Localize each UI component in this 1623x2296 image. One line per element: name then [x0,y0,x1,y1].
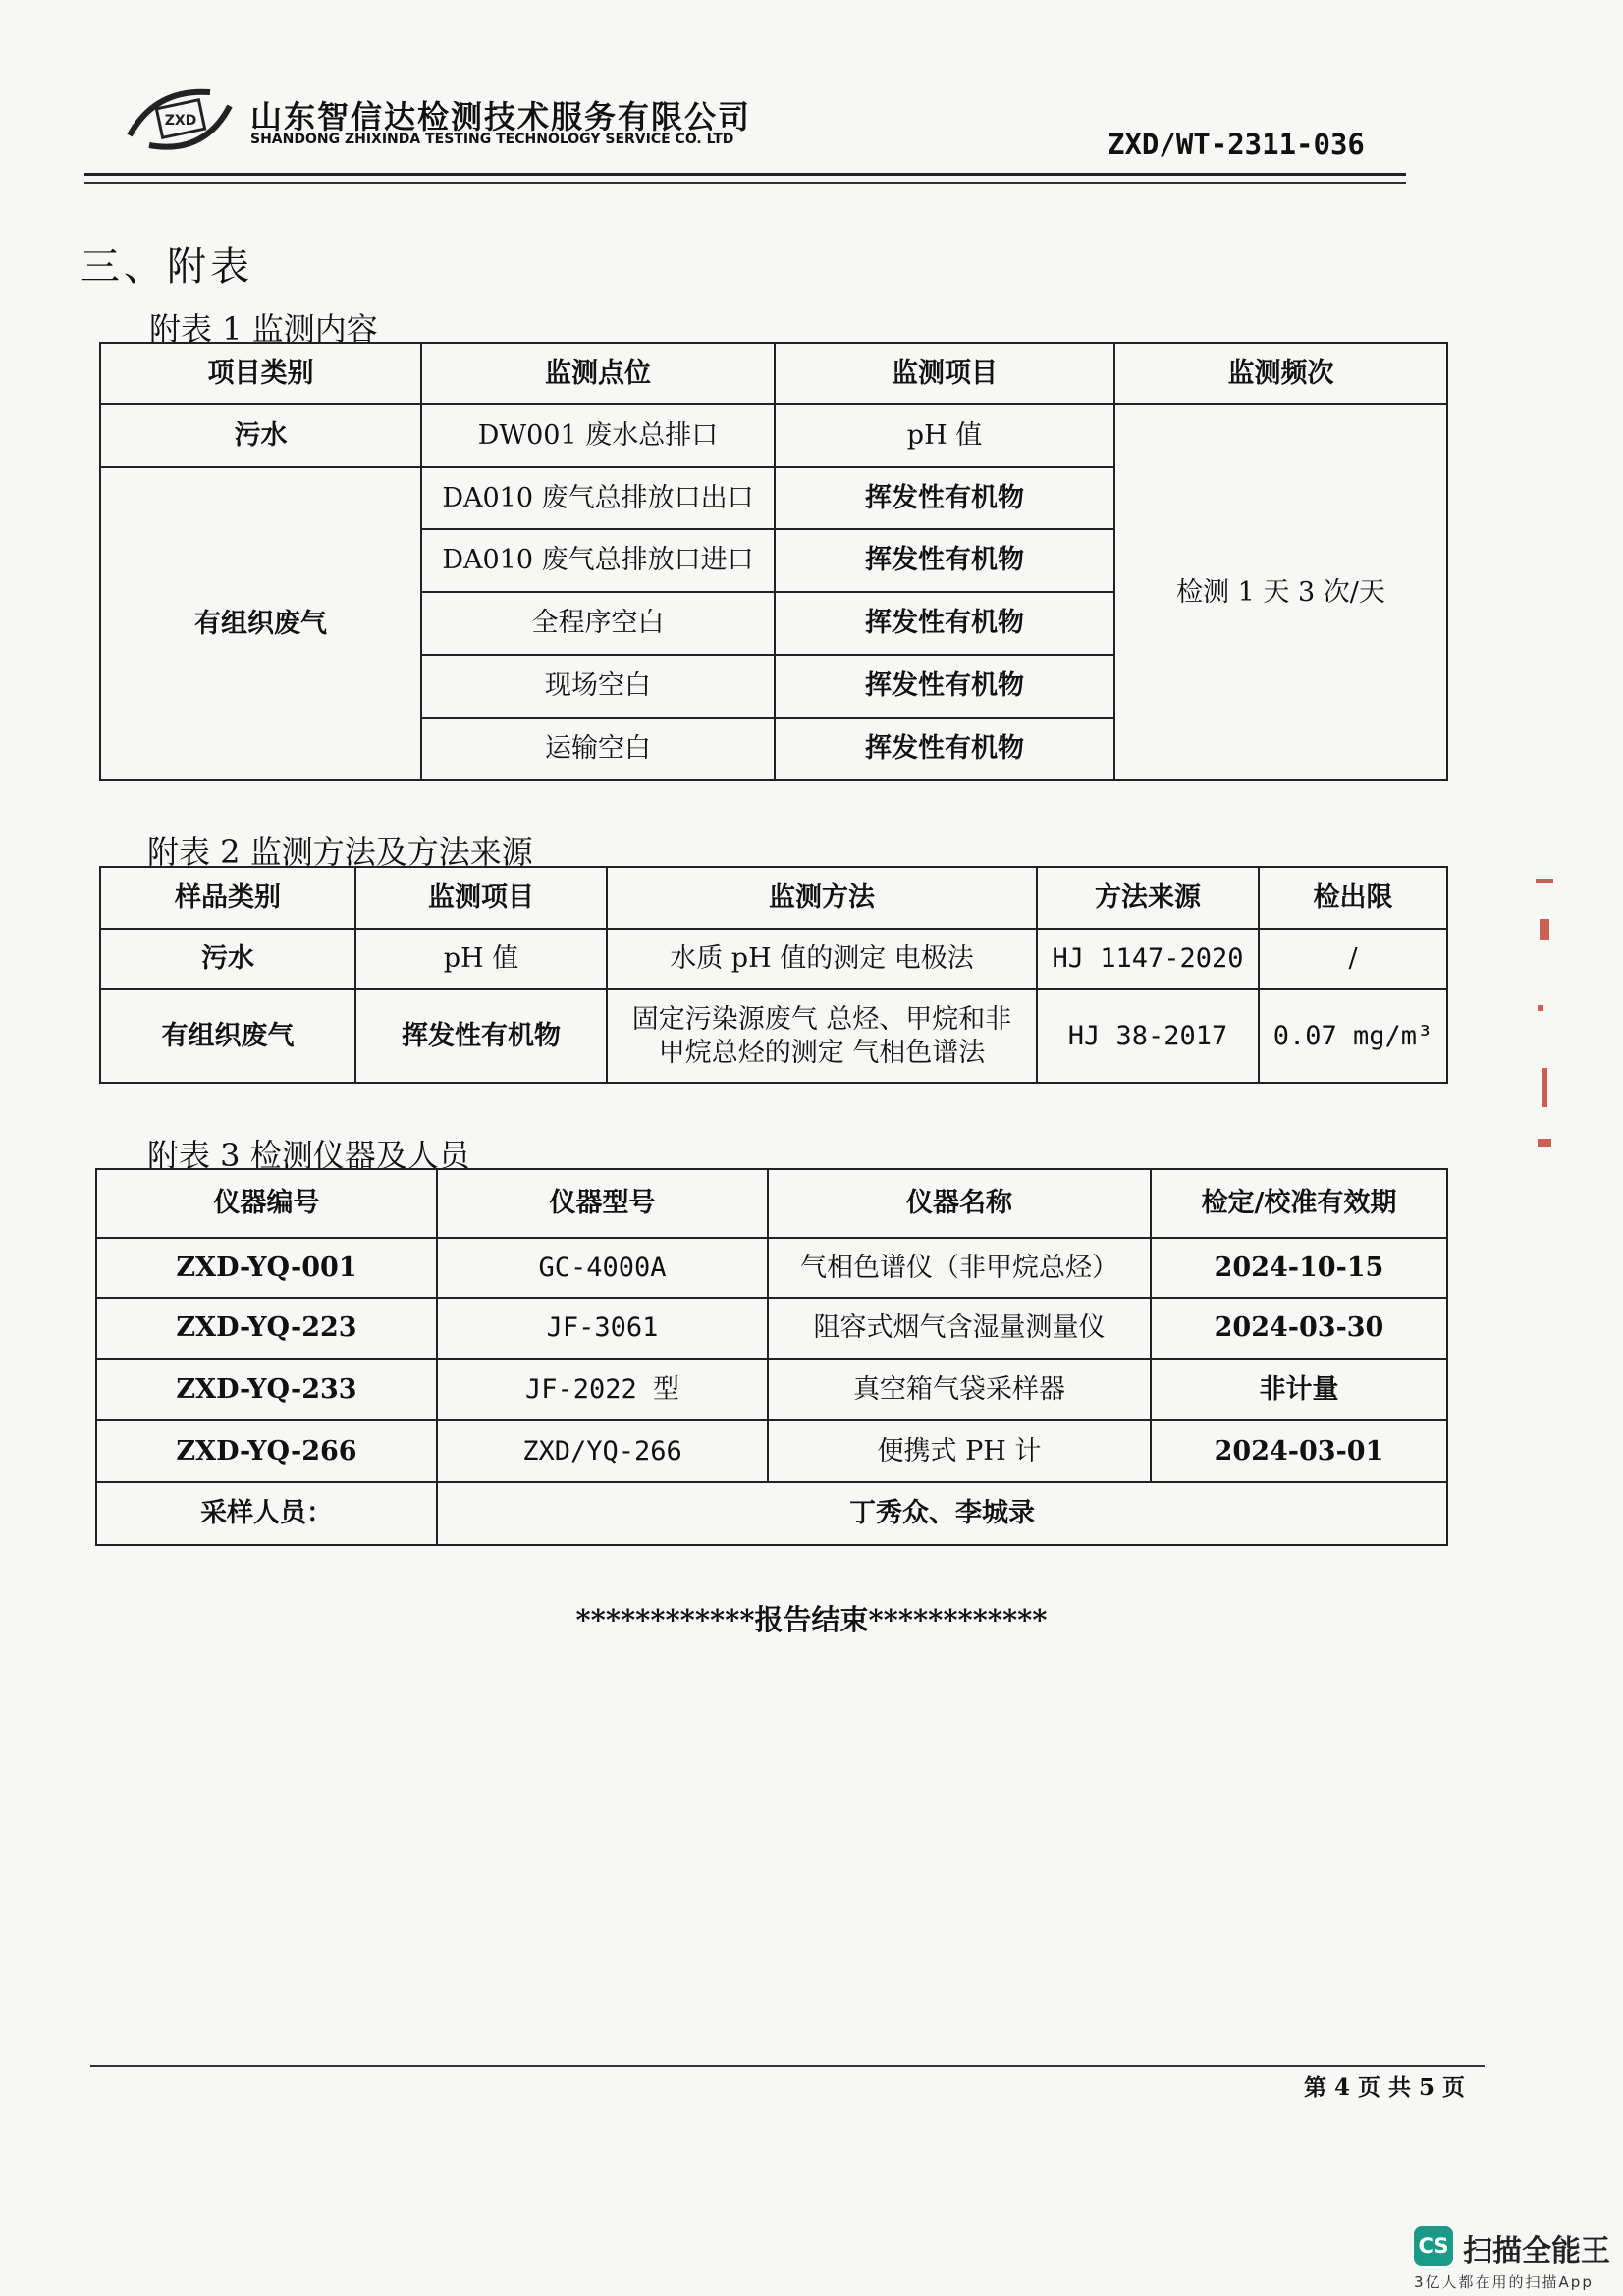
table1-title: 附表 1 监测内容 [149,310,378,347]
table-row [100,989,1447,1083]
source-cell: HJ 1147-2020 [1037,929,1259,989]
table2-header-cell: 样品类别 [100,867,355,929]
table1-header-cell: 项目类别 [100,343,421,404]
point-cell: 运输空白 [421,718,775,780]
item-cell: pH 值 [355,929,607,989]
point-cell: 现场空白 [421,655,775,718]
table-row [96,1359,1447,1420]
stamp-fragment [1542,1068,1547,1107]
model-cell: GC-4000A [437,1238,768,1298]
valid-date-cell: 2024-03-30 [1151,1298,1447,1359]
table-row [100,404,1447,467]
table1-monitoring-content [99,342,1448,781]
valid-date-cell: 2024-10-15 [1151,1238,1447,1298]
point-cell: DW001 废水总排口 [421,404,775,467]
point-cell: 全程序空白 [421,592,775,655]
table3-header-cell: 仪器编号 [96,1169,437,1238]
table1-header-cell: 监测点位 [421,343,775,404]
table3-title: 附表 3 检测仪器及人员 [147,1137,470,1174]
scanner-app-name: 扫描全能王 [1463,2234,1610,2269]
section-title: 三、附表 [81,244,253,290]
table3-instruments [95,1168,1448,1546]
method-cell [607,989,1037,1083]
category-cell: 污水 [100,404,421,467]
point-cell: DA010 废气总排放口出口 [421,467,775,529]
limit-cell: 0.07 mg/m³ [1259,989,1447,1083]
table2-header-row [100,867,1447,929]
model-cell: JF-2022 型 [437,1359,768,1420]
table2-methods [99,866,1448,1084]
point-cell: DA010 废气总排放口进口 [421,529,775,592]
stamp-fragment [1540,919,1549,940]
valid-date-cell: 2024-03-01 [1151,1420,1447,1482]
instrument-name-cell: 气相色谱仪（非甲烷总烃） [768,1238,1151,1298]
item-cell: 挥发性有机物 [775,529,1114,592]
table2-header-cell: 监测项目 [355,867,607,929]
sampler-label: 采样人员： [96,1482,437,1545]
valid-date-cell: 非计量 [1151,1359,1447,1420]
company-name-cn: 山东智信达检测技术服务有限公司 [250,98,752,135]
table2-title: 附表 2 监测方法及方法来源 [147,833,533,871]
item-cell: 挥发性有机物 [355,989,607,1083]
table1-header-cell: 监测项目 [775,343,1114,404]
item-cell: pH 值 [775,404,1114,467]
table3-header-row [96,1169,1447,1238]
item-cell: 挥发性有机物 [775,655,1114,718]
scanner-tagline: 3亿人都在用的扫描App [1414,2273,1594,2291]
sampler-names: 丁秀众、李城录 [437,1482,1447,1545]
sampler-row [96,1482,1447,1545]
instrument-id-cell: ZXD-YQ-233 [96,1359,437,1420]
table1-header-row [100,343,1447,404]
company-logo-icon [126,84,236,155]
logo-text: ZXD [164,113,197,129]
table-row [96,1420,1447,1482]
table3-header-cell: 仪器型号 [437,1169,768,1238]
page-number: 第 4 页 共 5 页 [1304,2074,1466,2101]
item-cell: 挥发性有机物 [775,467,1114,529]
instrument-id-cell: ZXD-YQ-266 [96,1420,437,1482]
method-cell: 水质 pH 值的测定 电极法 [607,929,1037,989]
stamp-fragment [1536,879,1553,883]
model-cell: ZXD/YQ-266 [437,1420,768,1482]
instrument-name-cell: 真空箱气袋采样器 [768,1359,1151,1420]
table2-header-cell: 检出限 [1259,867,1447,929]
category-cell: 污水 [100,929,355,989]
instrument-name-cell: 阻容式烟气含湿量测量仪 [768,1298,1151,1359]
instrument-id-cell: ZXD-YQ-001 [96,1238,437,1298]
scanner-logo-icon: CS [1414,2226,1453,2266]
table2-header-cell: 监测方法 [607,867,1037,929]
table3-header-cell: 仪器名称 [768,1169,1151,1238]
method-line: 固定污染源废气 总烃、甲烷和非 [631,1003,1012,1035]
item-cell: 挥发性有机物 [775,592,1114,655]
table-row [96,1298,1447,1359]
instrument-name-cell: 便携式 PH 计 [768,1420,1151,1482]
stamp-fragment [1538,1005,1543,1011]
table2-header-cell: 方法来源 [1037,867,1259,929]
table1-header-cell: 监测频次 [1114,343,1447,404]
frequency-cell: 检测 1 天 3 次/天 [1114,404,1447,780]
report-end-marker: ************报告结束************ [575,1603,1048,1636]
footer-rule [90,2065,1485,2067]
limit-cell: / [1259,929,1447,989]
company-name-en: SHANDONG ZHIXINDA TESTING TECHNOLOGY SERVICE CO. LTD [250,132,734,147]
source-cell: HJ 38-2017 [1037,989,1259,1083]
table3-header-cell: 检定/校准有效期 [1151,1169,1447,1238]
category-cell: 有组织废气 [100,467,421,780]
instrument-id-cell: ZXD-YQ-223 [96,1298,437,1359]
header-rule-thin [84,182,1406,184]
table-row [96,1238,1447,1298]
header-rule [84,173,1406,176]
stamp-fragment [1538,1139,1551,1147]
document-number: ZXD/WT-2311-036 [1108,128,1365,161]
model-cell: JF-3061 [437,1298,768,1359]
method-line: 甲烷总烃的测定 气相色谱法 [658,1037,986,1068]
category-cell: 有组织废气 [100,989,355,1083]
table-row [100,929,1447,989]
item-cell: 挥发性有机物 [775,718,1114,780]
